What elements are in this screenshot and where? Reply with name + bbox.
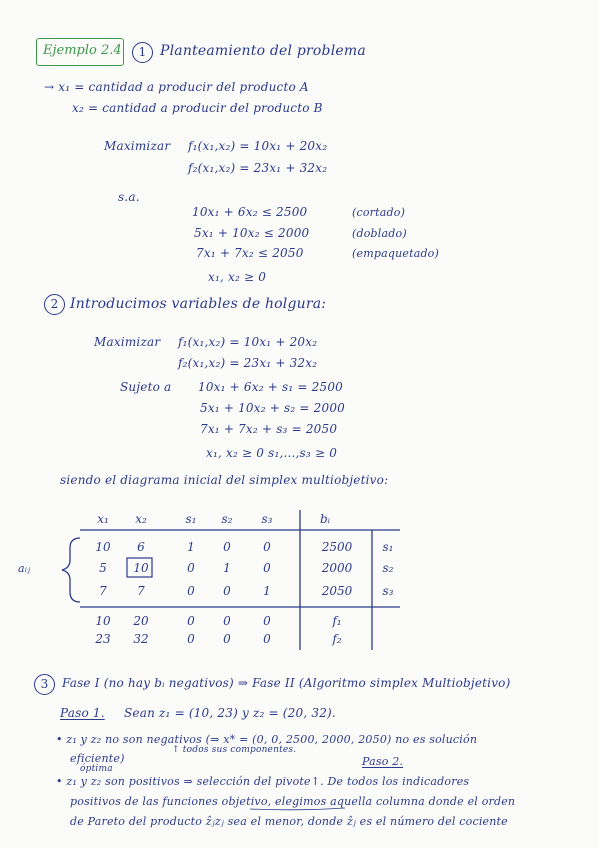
slack-objective-f2: f₂(x₁,x₂) = 23x₁ + 32x₂ <box>178 356 318 370</box>
section-1-title: Planteamiento del problema <box>160 43 366 59</box>
obj-r2-s2: 0 <box>223 632 231 646</box>
aij-label: aᵢⱼ <box>18 562 31 575</box>
slack-constraint-2: 5x₁ + 10x₂ + s₂ = 2000 <box>200 401 346 415</box>
bullet-1-note: ↑ todos sus componentes. <box>172 745 297 755</box>
constraint-3: 7x₁ + 7x₂ ≤ 2050 <box>196 246 304 260</box>
example-label: Ejemplo 2.4 <box>43 43 122 58</box>
cell-r2-s3: 0 <box>263 561 271 575</box>
cell-r2-x2-pivot: 10 <box>133 561 149 575</box>
objective-f1: f₁(x₁,x₂) = 10x₁ + 20x₂ <box>188 139 328 153</box>
objective-f2: f₂(x₁,x₂) = 23x₁ + 32x₂ <box>188 161 328 175</box>
obj-r1-label: f₁ <box>332 614 342 628</box>
definition-x2: x₂ = cantidad a producir del producto B <box>72 101 323 115</box>
sean-line: Sean z₁ = (10, 23) y z₂ = (20, 32). <box>124 706 336 720</box>
obj-r1-x1: 10 <box>95 614 111 628</box>
constraint-1: 10x₁ + 6x₂ ≤ 2500 <box>192 205 308 219</box>
obj-r1-s2: 0 <box>223 614 231 628</box>
cell-r3-x1: 7 <box>99 584 107 598</box>
section-1-number: 1 <box>132 42 153 63</box>
constraint-3-note: (empaquetado) <box>352 247 440 260</box>
header-bi: bᵢ <box>319 512 331 526</box>
cell-r3-b: 2050 <box>321 584 353 598</box>
obj-r2-label: f₂ <box>332 632 342 646</box>
cell-r1-s2: 0 <box>223 540 231 554</box>
cell-r2-basis: s₂ <box>382 561 394 575</box>
cell-r3-s2: 0 <box>223 584 231 598</box>
cell-r3-basis: s₃ <box>382 584 394 598</box>
cell-r2-b: 2000 <box>321 561 353 575</box>
cell-r1-s1: 1 <box>187 540 195 554</box>
constraint-2-note: (doblado) <box>352 227 407 240</box>
bullet-2-line-2: positivos de las funciones objetivo, elegimos aquella columna donde el orden <box>70 795 516 808</box>
definition-x1: → x₁ = cantidad a producir del producto A <box>44 80 309 94</box>
slack-nonnegativity: x₁, x₂ ≥ 0 s₁,...,s₃ ≥ 0 <box>206 446 338 460</box>
cell-r3-s1: 0 <box>187 584 195 598</box>
section-2-title: Introducimos variables de holgura: <box>70 296 327 312</box>
bullet-1-note-2: óptima <box>80 764 113 774</box>
slack-maximize-label: Maximizar <box>94 335 161 349</box>
bullet-1: • z₁ y z₂ no son negativos (⇒ x* = (0, 0, 2500, 2000, 2050) no es solución <box>56 733 478 746</box>
slack-constraint-3: 7x₁ + 7x₂ + s₃ = 2050 <box>200 422 338 436</box>
subject-to-slack-label: Sujeto a <box>120 380 172 394</box>
bullet-1-cont: eficiente) <box>70 752 125 765</box>
header-x2: x₂ <box>135 512 147 526</box>
obj-r2-x1: 23 <box>95 632 111 646</box>
paso-2-label: Paso 2. <box>362 755 404 768</box>
cell-r2-s1: 0 <box>187 561 195 575</box>
constraint-1-note: (cortado) <box>352 206 406 219</box>
obj-r1-x2: 20 <box>133 614 149 628</box>
cell-r1-b: 2500 <box>321 540 353 554</box>
obj-r2-s3: 0 <box>263 632 271 646</box>
paso-1-label: Paso 1. <box>60 706 105 720</box>
nonnegativity: x₁, x₂ ≥ 0 <box>208 270 267 284</box>
cell-r1-x1: 10 <box>95 540 111 554</box>
maximize-label: Maximizar <box>104 139 171 153</box>
slack-objective-f1: f₁(x₁,x₂) = 10x₁ + 20x₂ <box>178 335 318 349</box>
constraint-2: 5x₁ + 10x₂ ≤ 2000 <box>194 226 310 240</box>
cell-r2-x1: 5 <box>99 561 107 575</box>
slack-constraint-1: 10x₁ + 6x₂ + s₁ = 2500 <box>198 380 344 394</box>
obj-r1-s1: 0 <box>187 614 195 628</box>
header-s2: s₂ <box>221 512 233 526</box>
cell-r1-basis: s₁ <box>382 540 394 554</box>
obj-r2-x2: 32 <box>133 632 149 646</box>
cell-r1-s3: 0 <box>263 540 271 554</box>
cell-r1-x2: 6 <box>137 540 145 554</box>
bullet-2-line-3: de Pareto del producto ẑⱼzⱼ sea el menor, donde ẑⱼ es el número del cociente <box>70 815 508 828</box>
header-s1: s₁ <box>185 512 197 526</box>
obj-r2-s1: 0 <box>187 632 195 646</box>
tableau-intro: siendo el diagrama inicial del simplex multiobjetivo: <box>60 473 389 487</box>
phase-line: Fase I (no hay bᵢ negativos) ⇒ Fase II (Algoritmo simplex Multiobjetivo) <box>62 676 511 690</box>
header-x1: x₁ <box>97 512 109 526</box>
header-s3: s₃ <box>261 512 273 526</box>
obj-r1-s3: 0 <box>263 614 271 628</box>
subject-to-label: s.a. <box>118 190 140 204</box>
cell-r3-s3: 1 <box>263 584 271 598</box>
cell-r2-s2: 1 <box>223 561 231 575</box>
cell-r3-x2: 7 <box>137 584 145 598</box>
section-2-number: 2 <box>44 294 65 315</box>
bullet-2-line-1: • z₁ y z₂ son positivos ⇒ selección del pivote↑. De todos los indicadores <box>56 775 470 788</box>
section-3-number: 3 <box>34 674 55 695</box>
